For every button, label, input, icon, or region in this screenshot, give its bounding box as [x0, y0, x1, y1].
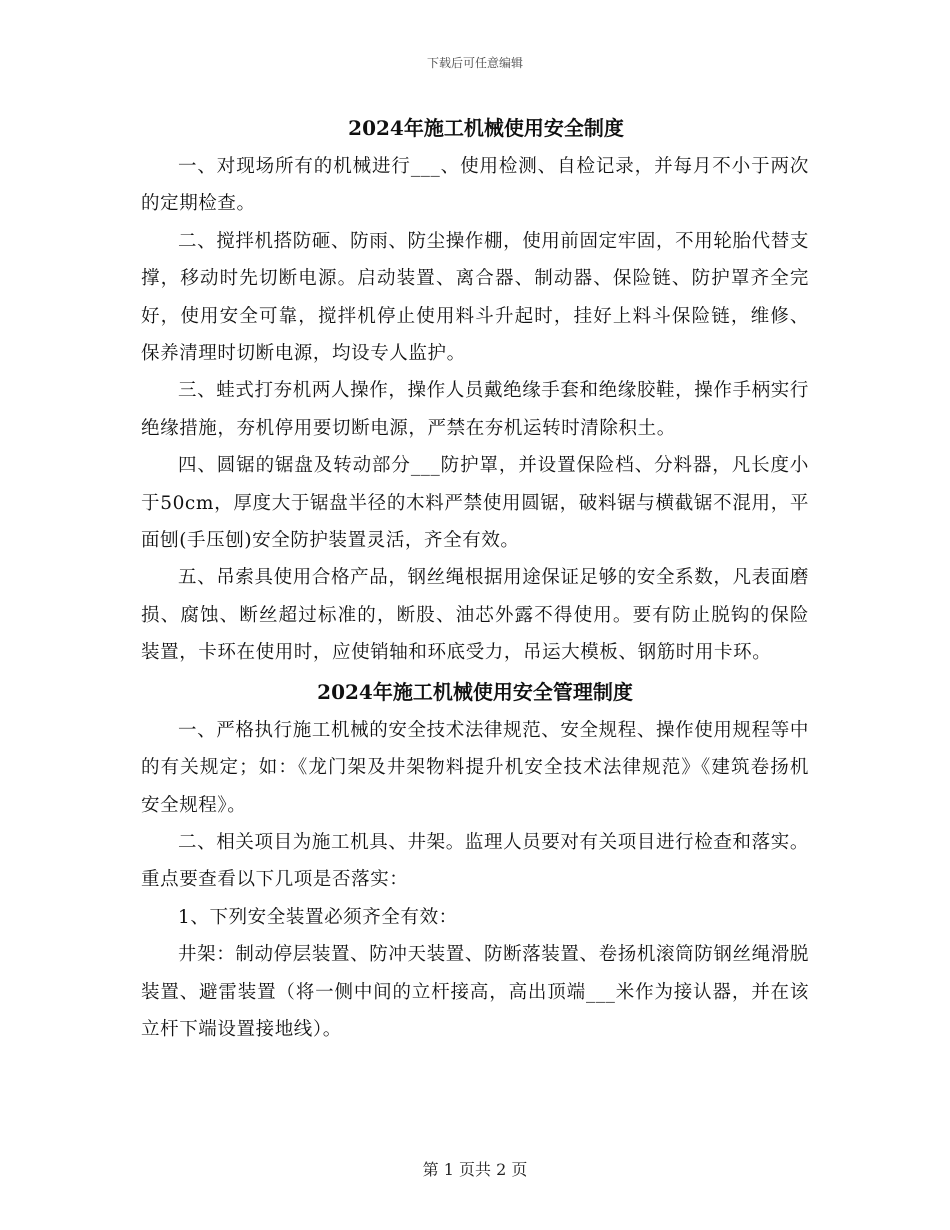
paragraph: 一、对现场所有的机械进行___、使用检测、自检记录，并每月不小于两次的定期检查。 [141, 156, 809, 215]
section-title-2: 2024年施工机械使用安全管理制度 [317, 679, 633, 704]
paragraph: 五、吊索具使用合格产品，钢丝绳根据用途保证足够的安全系数，凡表面磨损、腐蚀、断丝超过标准的，断股、油芯外露不得使用。要有防止脱钩的保险装置，卡环在使用时，应使销轴和环底受力，吊运大模板、钢筋时用卡环。 [141, 567, 809, 664]
paragraph: 四、圆锯的锯盘及转动部分___防护罩，并设置保险档、分料器，凡长度小于50cm，厚度大于锯盘半径的木料严禁使用圆锯，破料锯与横截锯不混用，平面刨(手压刨)安全防护装置灵活，齐全有效。 [141, 455, 809, 552]
document-body [141, 108, 809, 1048]
section-title-1: 2024年施工机械使用安全制度 [348, 116, 624, 140]
paragraph: 一、严格执行施工机械的安全技术法律规范、安全规程、操作使用规程等中的有关规定；如：《龙门架及井架物料提升机安全技术法律规范》《建筑卷扬机安全规程》。 [141, 719, 809, 816]
paragraph: 三、蛙式打夯机两人操作，操作人员戴绝缘手套和绝缘胶鞋，操作手柄实行绝缘措施，夯机停用要切断电源，严禁在夯机运转时清除积土。 [141, 380, 809, 439]
paragraph: 井架：制动停层装置、防冲天装置、防断落装置、卷扬机滚筒防钢丝绳滑脱装置、避雷装置（将一侧中间的立杆接高，高出顶端___米作为接认器，并在该立杆下端设置接地线）。 [141, 944, 809, 1040]
paragraph: 二、相关项目为施工机具、井架。监理人员要对有关项目进行检查和落实。重点要查看以下几项是否落实： [141, 831, 809, 891]
paragraph: 二、搅拌机搭防砸、防雨、防尘操作棚，使用前固定牢固，不用轮胎代替支撑，移动时先切断电源。启动装置、离合器、制动器、保险链、防护罩齐全完好，使用安全可靠，搅拌机停止使用料斗升起时，挂好上料斗保险链，维修、保养清理时切断电源，均设专人监护。 [141, 230, 809, 365]
header-note: 下载后可任意编辑 [426, 56, 523, 70]
paragraph: 1、下列安全装置必须齐全有效： [178, 906, 458, 928]
page-number: 第 1 页共 2 页 [422, 1160, 528, 1179]
